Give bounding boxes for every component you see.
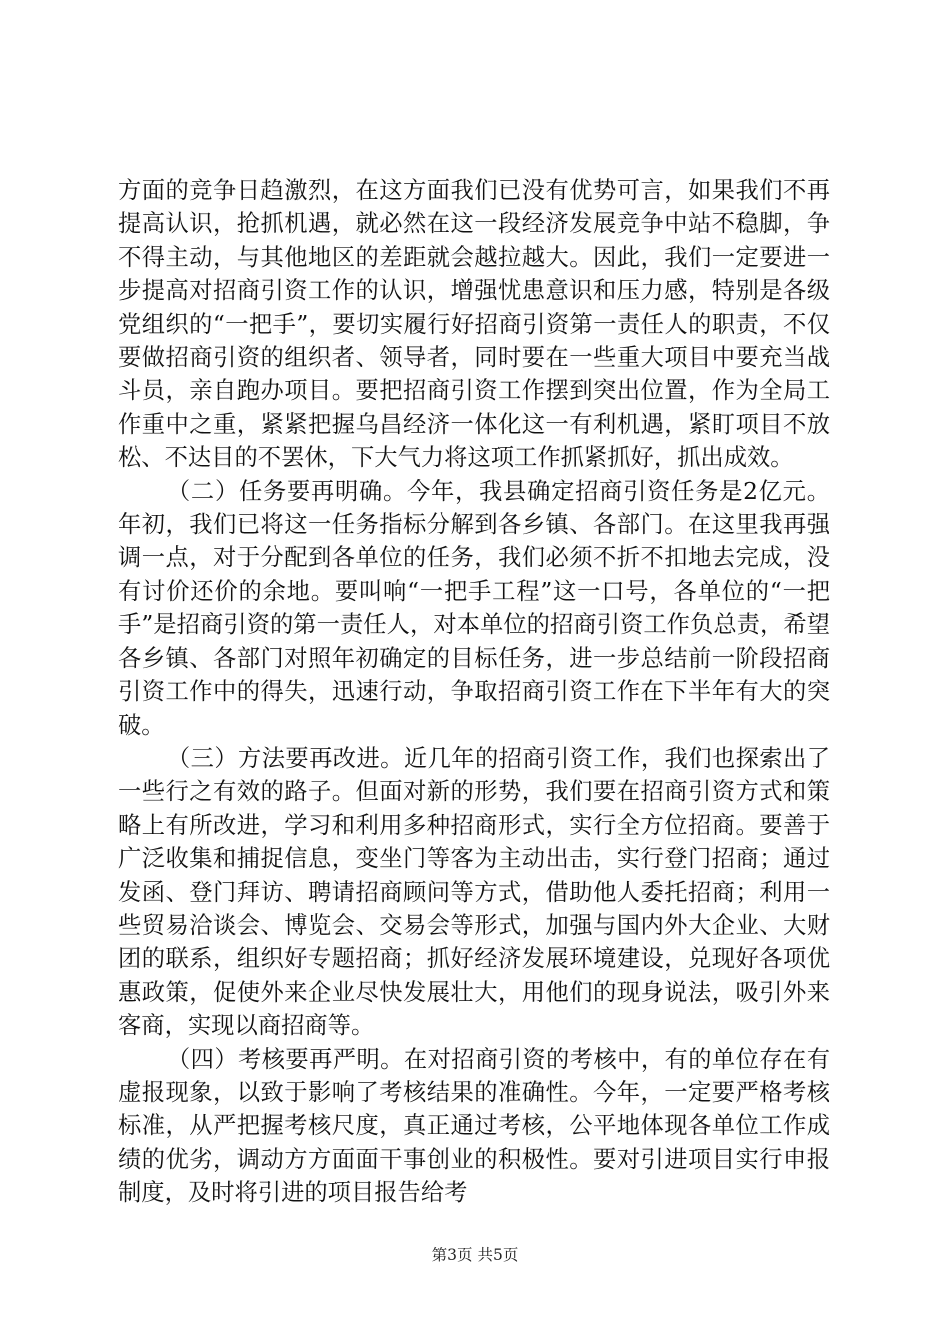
paragraph-method: （三）方法要再改进。近几年的招商引资工作，我们也探索出了一些行之有效的路子。但面对新的形势，我们要在招商引资方式和策略上有所改进，学习和利用多种招商形式，实行全方位招商。要善于广泛收集和捕捉信息，变坐门等客为主动出击，实行登门招商；通过发函、登门拜访、聘请招商顾问等方式，借助他人委托招商；利用一些贸易洽谈会、博览会、交易会等形式，加强与国内外大企业、大财团的联系，组织好专题招商；抓好经济发展环境建设，兑现好各项优惠政策，促使外来企业尽快发展壮大，用他们的现身说法，吸引外来客商，实现以商招商等。	[118, 744, 830, 1040]
page-footer: 第3页 共5页	[431, 1246, 519, 1264]
document-body	[118, 174, 830, 1210]
paragraph-assessment: （四）考核要再严明。在对招商引资的考核中，有的单位存在有虚报现象，以致于影响了考核结果的准确性。今年，一定要严格考核标准，从严把握考核尺度，真正通过考核，公平地体现各单位工作成绩的优劣，调动方方面面干事创业的积极性。要对引进项目实行申报制度，及时将引进的项目报告给考	[118, 1045, 830, 1207]
paragraph-task: （二）任务要再明确。今年，我县确定招商引资任务是2亿元。年初，我们已将这一任务指标分解到各乡镇、各部门。在这里我再强调一点，对于分配到各单位的任务，我们必须不折不扣地去完成，没有讨价还价的余地。要叫响“一把手工程”这一口号，各单位的“一把手”是招商引资的第一责任人，对本单位的招商引资工作负总责，希望各乡镇、各部门对照年初确定的目标任务，进一步总结前一阶段招商引资工作中的得失，迅速行动，争取招商引资工作在下半年有大的突破。	[118, 477, 830, 739]
paragraph-continuation: 方面的竞争日趋激烈，在这方面我们已没有优势可言，如果我们不再提高认识，抢抓机遇，就必然在这一段经济发展竞争中站不稳脚，争不得主动，与其他地区的差距就会越拉越大。因此，我们一定要进一步提高对招商引资工作的认识，增强忧患意识和压力感，特别是各级党组织的“一把手”，要切实履行好招商引资第一责任人的职责，不仅要做招商引资的组织者、领导者，同时要在一些重大项目中要充当战斗员，亲自跑办项目。要把招商引资工作摆到突出位置，作为全局工作重中之重，紧紧把握乌昌经济一体化这一有利机遇，紧盯项目不放松、不达目的不罢休，下大气力将这项工作抓紧抓好，抓出成效。	[118, 177, 830, 472]
